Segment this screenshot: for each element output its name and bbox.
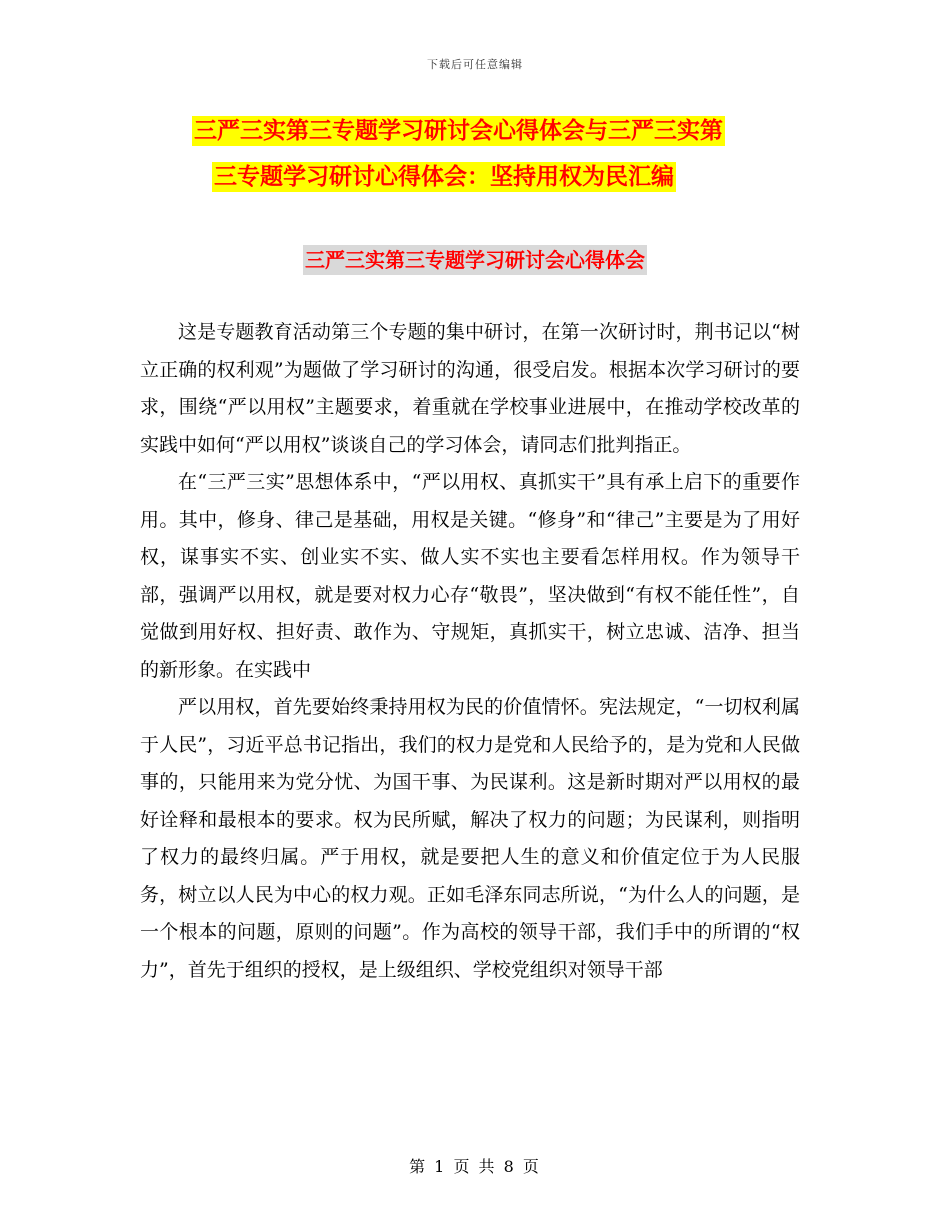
document-title [140,108,840,200]
paragraph-3: 严以用权，首先要始终秉持用权为民的价值情怀。宪法规定，“一切权利属于人民”，习近平总书记指出，我们的权力是党和人民给予的，是为党和人民做事的，只能用来为党分忧、为国干事、为民谋利。这是新时期对严以用权的最好诠释和最根本的要求。权为民所赋，解决了权力的问题；为民谋利，则指明了权力的最终归属。严于用权，就是要把人生的意义和价值定位于为人民服务，树立以人民为中心的权力观。正如毛泽东同志所说，“为什么人的问题，是一个根本的问题，原则的问题”。作为高校的领导干部，我们手中的所谓的“权力”，首先于组织的授权，是上级组织、学校党组织对领导干部 [140,696,800,981]
document-title-line-1 [140,108,840,154]
paragraph-1: 这是专题教育活动第三个专题的集中研讨，在第一次研讨时，荆书记以“树立正确的权利观”为题做了学习研讨的沟通，很受启发。根据本次学习研讨的要求，围绕“严以用权”主题要求，着重就在学校事业进展中，在推动学校改革的实践中如何“严以用权”谈谈自己的学习体会，请同志们批判指正。 [140,321,800,456]
title-line-1-text: 三严三实第三专题学习研讨会心得体会与三严三实第 [194,118,723,144]
page-footer: 第 1 页 共 8 页 [409,1157,541,1176]
page-header-note: 下载后可任意编辑 [427,58,523,71]
title-line-2-text: 三专题学习研讨心得体会：坚持用权为民汇编 [214,164,674,190]
section-title-text: 三严三实第三专题学习研讨会心得体会 [303,245,647,275]
paragraph-2: 在“三严三实”思想体系中，“严以用权、真抓实干”具有承上启下的重要作用。其中，修身、律己是基础，用权是关键。“修身”和“律己”主要是为了用好权，谋事实不实、创业实不实、做人实不实也主要看怎样用权。作为领导干部，强调严以用权，就是要对权力心存“敬畏”，坚决做到“有权不能任性”，自觉做到用好权、担好责、敢作为、守规矩，真抓实干，树立忠诚、洁净、担当的新形象。在实践中 [140,471,800,681]
document-title-line-2 [140,154,840,200]
section-title [0,244,950,273]
body-text [140,314,800,989]
